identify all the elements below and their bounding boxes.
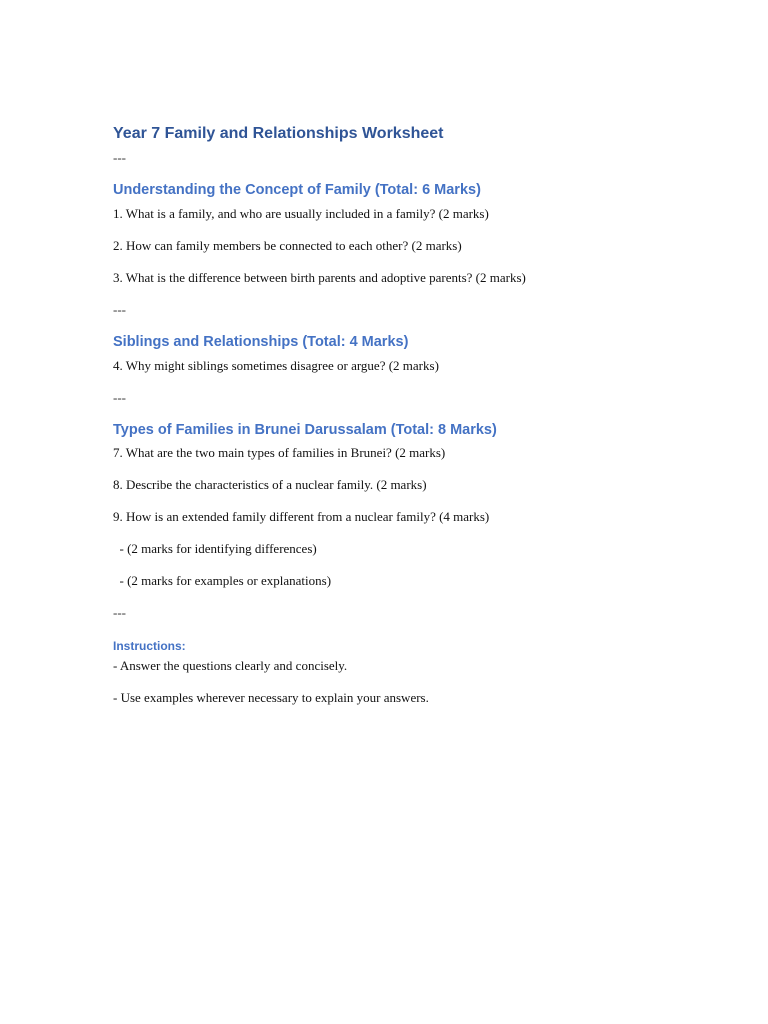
separator: --- [113, 302, 126, 317]
question-3: 3. What is the difference between birth parents and adoptive parents? (2 marks) [113, 270, 526, 285]
question-8: 8. Describe the characteristics of a nuclear family. (2 marks) [113, 477, 427, 492]
question-9: 9. How is an extended family different from a nuclear family? (4 marks) [113, 509, 490, 524]
question-7: 7. What are the two main types of families in Brunei? (2 marks) [113, 445, 446, 460]
document-title: Year 7 Family and Relationships Worksheet [113, 125, 444, 142]
question-9-marking-note: - (2 marks for identifying differences) [113, 541, 317, 556]
separator: --- [113, 605, 126, 620]
instruction-line: - Use examples wherever necessary to explain your answers. [113, 690, 429, 705]
question-1: 1. What is a family, and who are usually included in a family? (2 marks) [113, 206, 489, 221]
section-heading-concept-of-family: Understanding the Concept of Family (Total: 6 Marks) [113, 182, 481, 198]
separator: --- [113, 150, 126, 165]
section-heading-siblings: Siblings and Relationships (Total: 4 Marks) [113, 334, 409, 350]
instruction-line: - Answer the questions clearly and concisely. [113, 658, 348, 673]
question-9-marking-note: - (2 marks for examples or explanations) [113, 573, 332, 588]
section-heading-types-of-families: Types of Families in Brunei Darussalam (Total: 8 Marks) [113, 422, 497, 438]
separator: --- [113, 390, 126, 405]
question-2: 2. How can family members be connected to each other? (2 marks) [113, 238, 462, 253]
instructions-heading: Instructions: [113, 639, 186, 653]
question-4: 4. Why might siblings sometimes disagree or argue? (2 marks) [113, 358, 439, 373]
